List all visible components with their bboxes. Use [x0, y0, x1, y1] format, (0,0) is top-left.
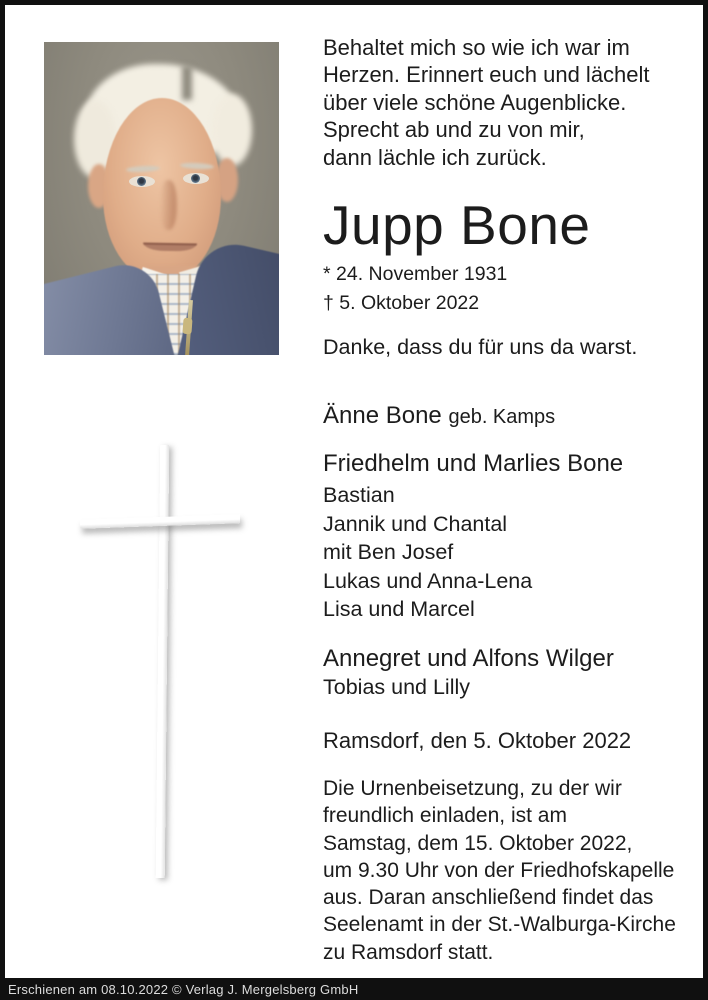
- announcement-line: zu Ramsdorf statt.: [323, 940, 494, 964]
- child-line: Jannik und Chantal: [323, 511, 508, 536]
- cross-icon: [70, 440, 250, 885]
- mourner-widow-maiden-name: geb. Kamps: [448, 406, 556, 428]
- announcement-line: Die Urnenbeisetzung, zu der wir: [323, 777, 622, 800]
- portrait-hair-right: [212, 94, 252, 166]
- announcement-line: Samstag, dem 15. Oktober 2022,: [323, 831, 633, 855]
- announcement-line: freundlich einladen, ist am: [323, 804, 567, 828]
- mourner-widow: [323, 402, 555, 430]
- life-dates: [323, 260, 507, 318]
- mourner-widow-name: Änne Bone: [323, 402, 442, 429]
- obituary-card: [5, 5, 703, 978]
- child-line: Lisa und Marcel: [323, 597, 475, 622]
- funeral-announcement: [323, 775, 676, 966]
- child-line: Bastian: [323, 483, 395, 507]
- death-date: † 5. Oktober 2022: [323, 292, 480, 314]
- publisher-footer: Erschienen am 08.10.2022 © Verlag J. Mergelsberg GmbH: [8, 982, 359, 997]
- announcement-line: um 9.30 Uhr von der Friedhofskapelle: [323, 858, 675, 882]
- portrait-hair-part: [182, 66, 192, 100]
- child-line: Lukas und Anna-Lena: [323, 568, 533, 593]
- verse-line: über viele schöne Augenblicke.: [323, 89, 627, 115]
- announcement-line: aus. Daran anschließend findet das: [323, 886, 654, 910]
- portrait-nose: [160, 180, 177, 230]
- place-date-line: Ramsdorf, den 5. Oktober 2022: [323, 728, 632, 753]
- deceased-name: Jupp Bone: [323, 194, 591, 256]
- mourner-family-2-children: Tobias und Lilly: [323, 675, 471, 699]
- verse-line: Behaltet mich so wie ich war im: [323, 35, 630, 60]
- birth-date: * 24. November 1931: [323, 263, 508, 285]
- portrait-eye-right: [183, 173, 209, 184]
- mourner-family-1-children: [323, 481, 532, 624]
- mourner-family-2: Annegret und Alfons Wilger: [323, 645, 614, 672]
- announcement-line: Seelenamt in der St.-Walburga-Kirche: [323, 913, 676, 937]
- mourner-family-1: Friedhelm und Marlies Bone: [323, 450, 624, 477]
- portrait-photo: [44, 42, 279, 355]
- child-line: mit Ben Josef: [323, 540, 454, 565]
- verse-line: dann lächle ich zurück.: [323, 144, 547, 170]
- cross-vertical-bar: [156, 445, 170, 878]
- verse-line: Sprecht ab und zu von mir,: [323, 117, 585, 143]
- thanks-line: Danke, dass du für uns da warst.: [323, 335, 638, 359]
- memorial-verse: [323, 34, 650, 171]
- portrait-eye-left: [129, 176, 155, 187]
- portrait-zipper-pull: [182, 318, 192, 335]
- verse-line: Herzen. Erinnert euch und lächelt: [323, 62, 650, 88]
